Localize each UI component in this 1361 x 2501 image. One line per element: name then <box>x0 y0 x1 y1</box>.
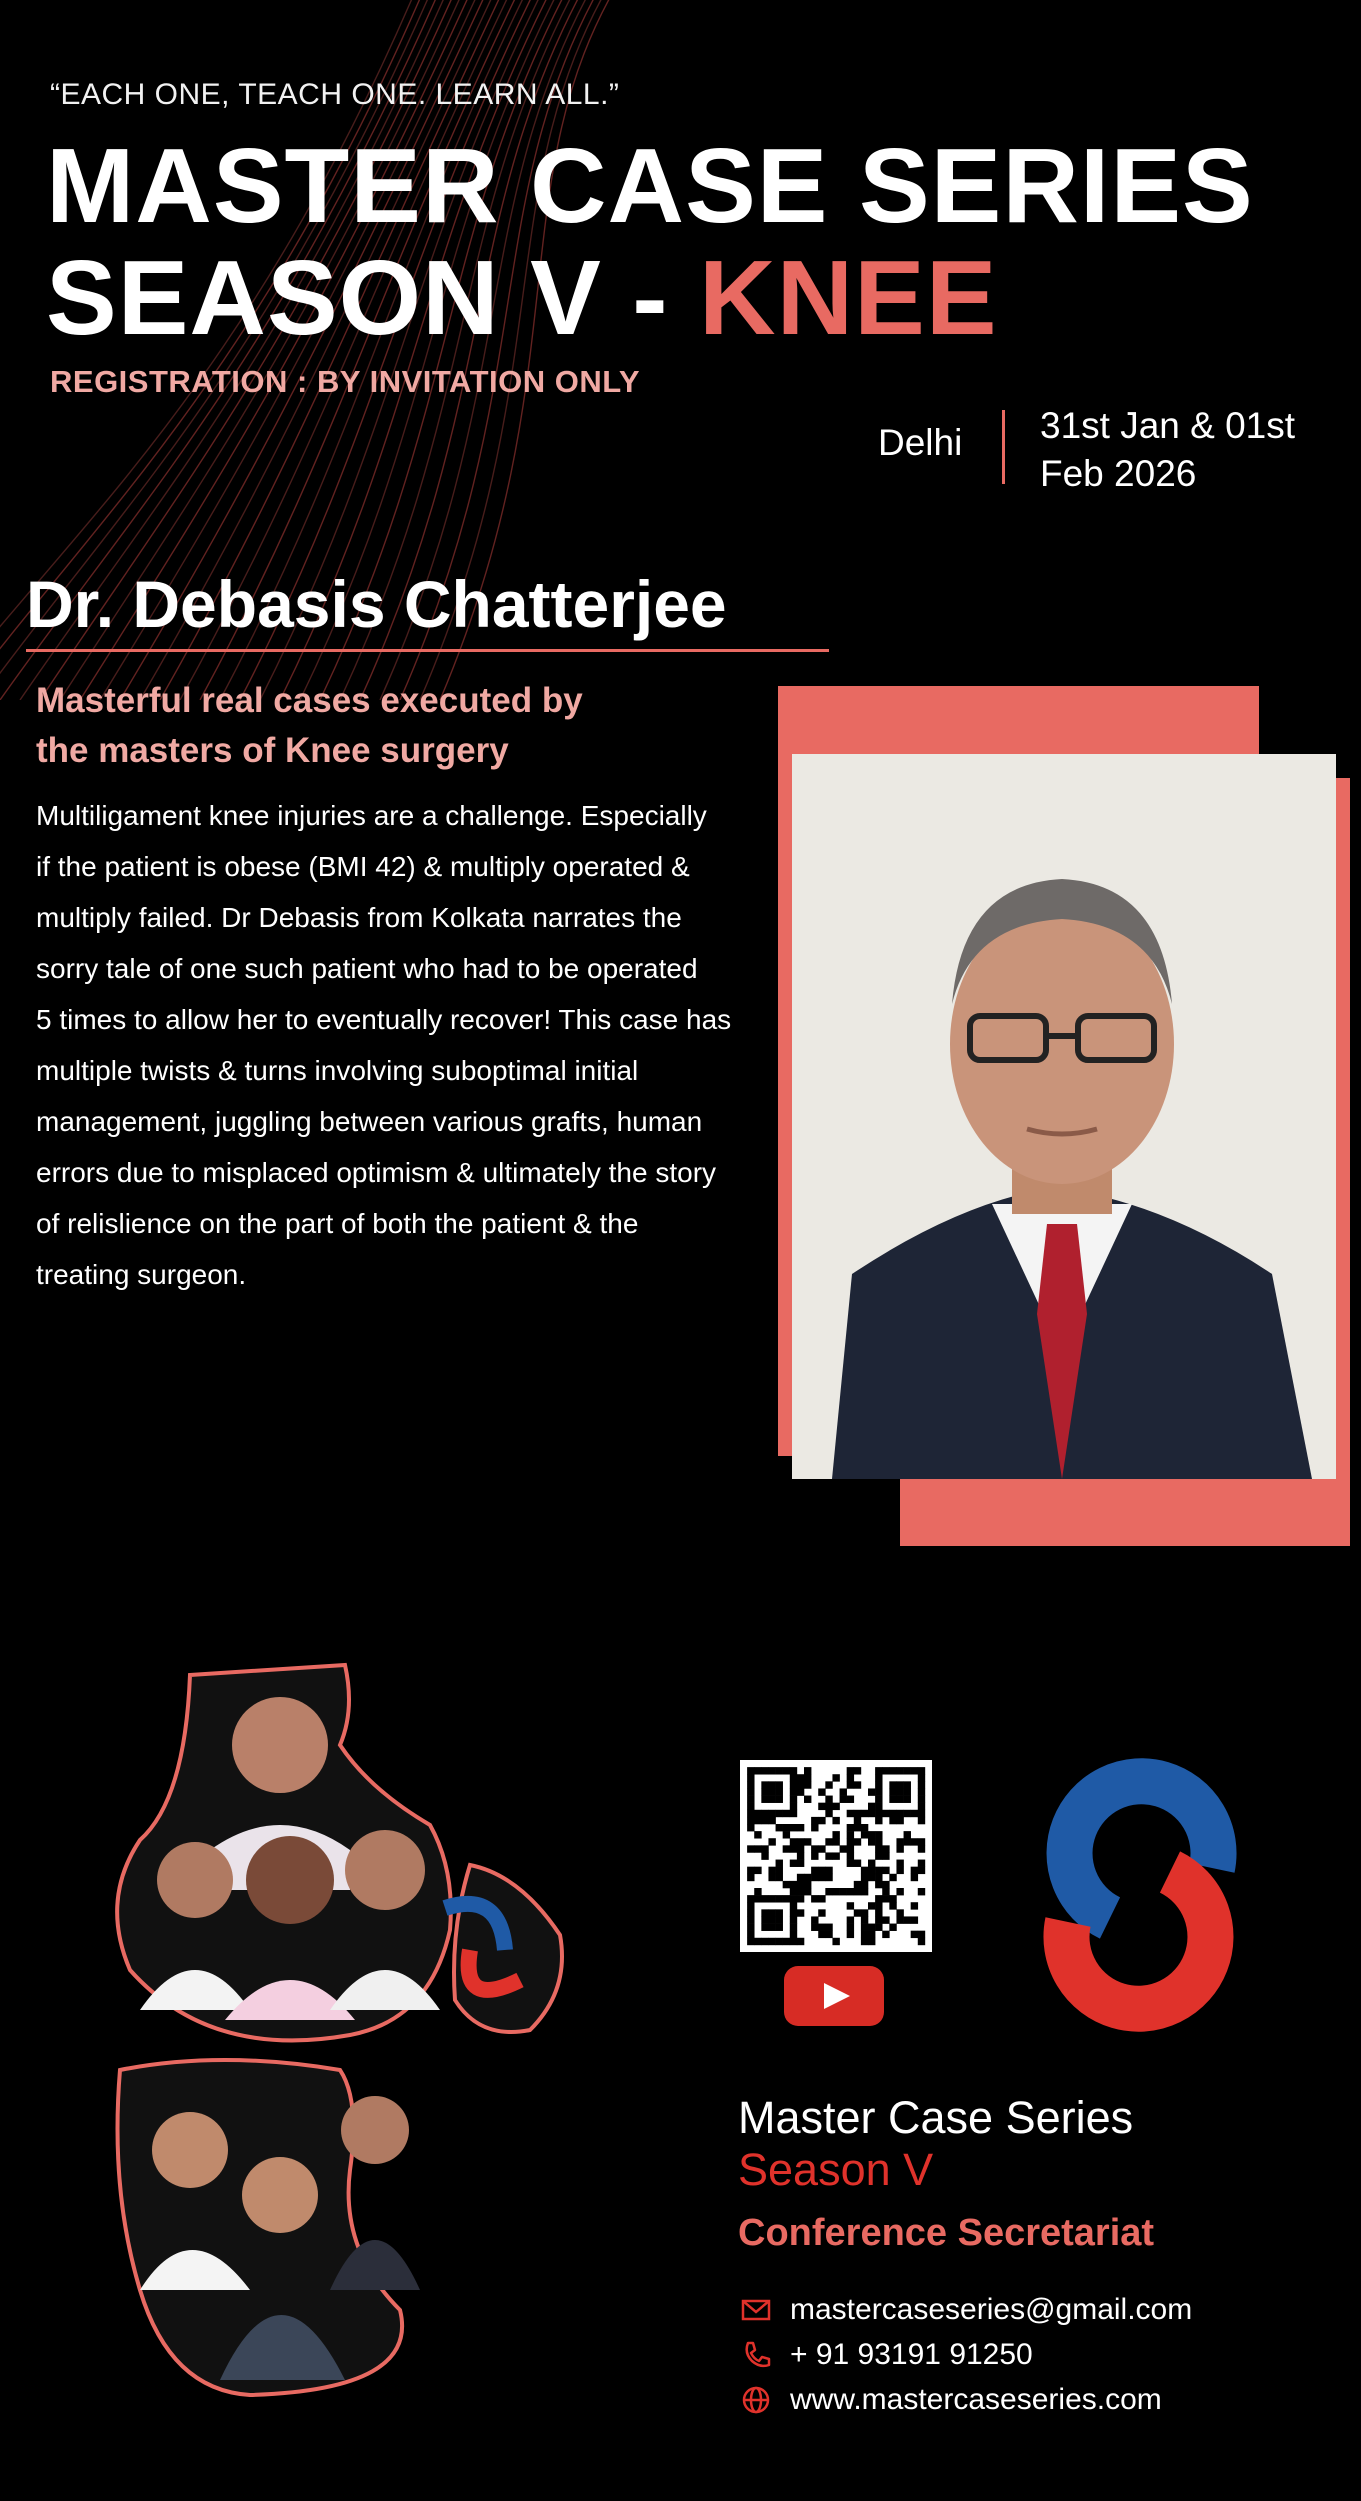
registration-qr-code[interactable] <box>740 1760 932 1952</box>
event-city: Delhi <box>878 422 963 463</box>
brand-name: Master Case Series <box>738 2092 1134 2143</box>
globe-icon <box>740 2384 772 2416</box>
description-line: sorry tale of one such patient who had to be operated <box>36 953 698 984</box>
speaker-underline <box>26 649 829 652</box>
secretariat-heading: Conference Secretariat <box>738 2212 1155 2254</box>
title-line-2 <box>46 239 1254 357</box>
date-line-2: Feb 2026 <box>1040 453 1197 494</box>
phone-icon <box>740 2339 772 2371</box>
brand-season: Season V <box>738 2144 934 2195</box>
title-line-1: MASTER CASE SERIES <box>46 127 1254 245</box>
phone-number[interactable]: + 91 93191 91250 <box>790 2338 1033 2371</box>
registration-note: REGISTRATION : BY INVITATION ONLY <box>50 364 641 399</box>
faculty-collage <box>100 1650 580 2410</box>
website-url[interactable]: www.mastercaseseries.com <box>790 2383 1162 2416</box>
description-line: management, juggling between various grafts, human <box>36 1106 703 1137</box>
case-description <box>36 790 756 1300</box>
event-title <box>46 127 1254 357</box>
description-line: Multiligament knee injuries are a challenge. Especially <box>36 800 707 831</box>
email-address[interactable]: mastercaseseries@gmail.com <box>790 2293 1193 2326</box>
description-line: multiple twists & turns involving suboptimal initial <box>36 1055 639 1086</box>
event-dates <box>1040 402 1295 498</box>
speaker-subtitle <box>36 676 736 776</box>
title-knee: KNEE <box>699 239 998 357</box>
vertical-divider <box>1002 410 1005 484</box>
description-line: multiply failed. Dr Debasis from Kolkata narrates the <box>36 902 682 933</box>
contact-phone[interactable] <box>740 2335 1033 2375</box>
subtitle-line-1: Masterful real cases executed by <box>36 681 583 720</box>
contact-website[interactable] <box>740 2380 1162 2420</box>
speaker-photo <box>792 754 1336 1479</box>
youtube-play-icon[interactable] <box>784 1966 884 2026</box>
description-line: of relislience on the part of both the patient & the <box>36 1208 639 1239</box>
master-case-series-logo <box>1040 1750 1240 2040</box>
envelope-icon <box>740 2294 772 2326</box>
description-line: errors due to misplaced optimism & ultimately the story <box>36 1157 717 1188</box>
title-season: SEASON V - <box>46 239 669 357</box>
contact-email[interactable] <box>740 2290 1192 2330</box>
speaker-name: Dr. Debasis Chatterjee <box>26 567 727 641</box>
description-line: treating surgeon. <box>36 1259 247 1290</box>
tagline: “EACH ONE, TEACH ONE. LEARN ALL.” <box>50 78 620 111</box>
description-line: if the patient is obese (BMI 42) & multiply operated & <box>36 851 690 882</box>
subtitle-line-2: the masters of Knee surgery <box>36 731 509 770</box>
description-line: 5 times to allow her to eventually recover! This case has <box>36 1004 732 1035</box>
date-line-1: 31st Jan & 01st <box>1040 405 1296 446</box>
